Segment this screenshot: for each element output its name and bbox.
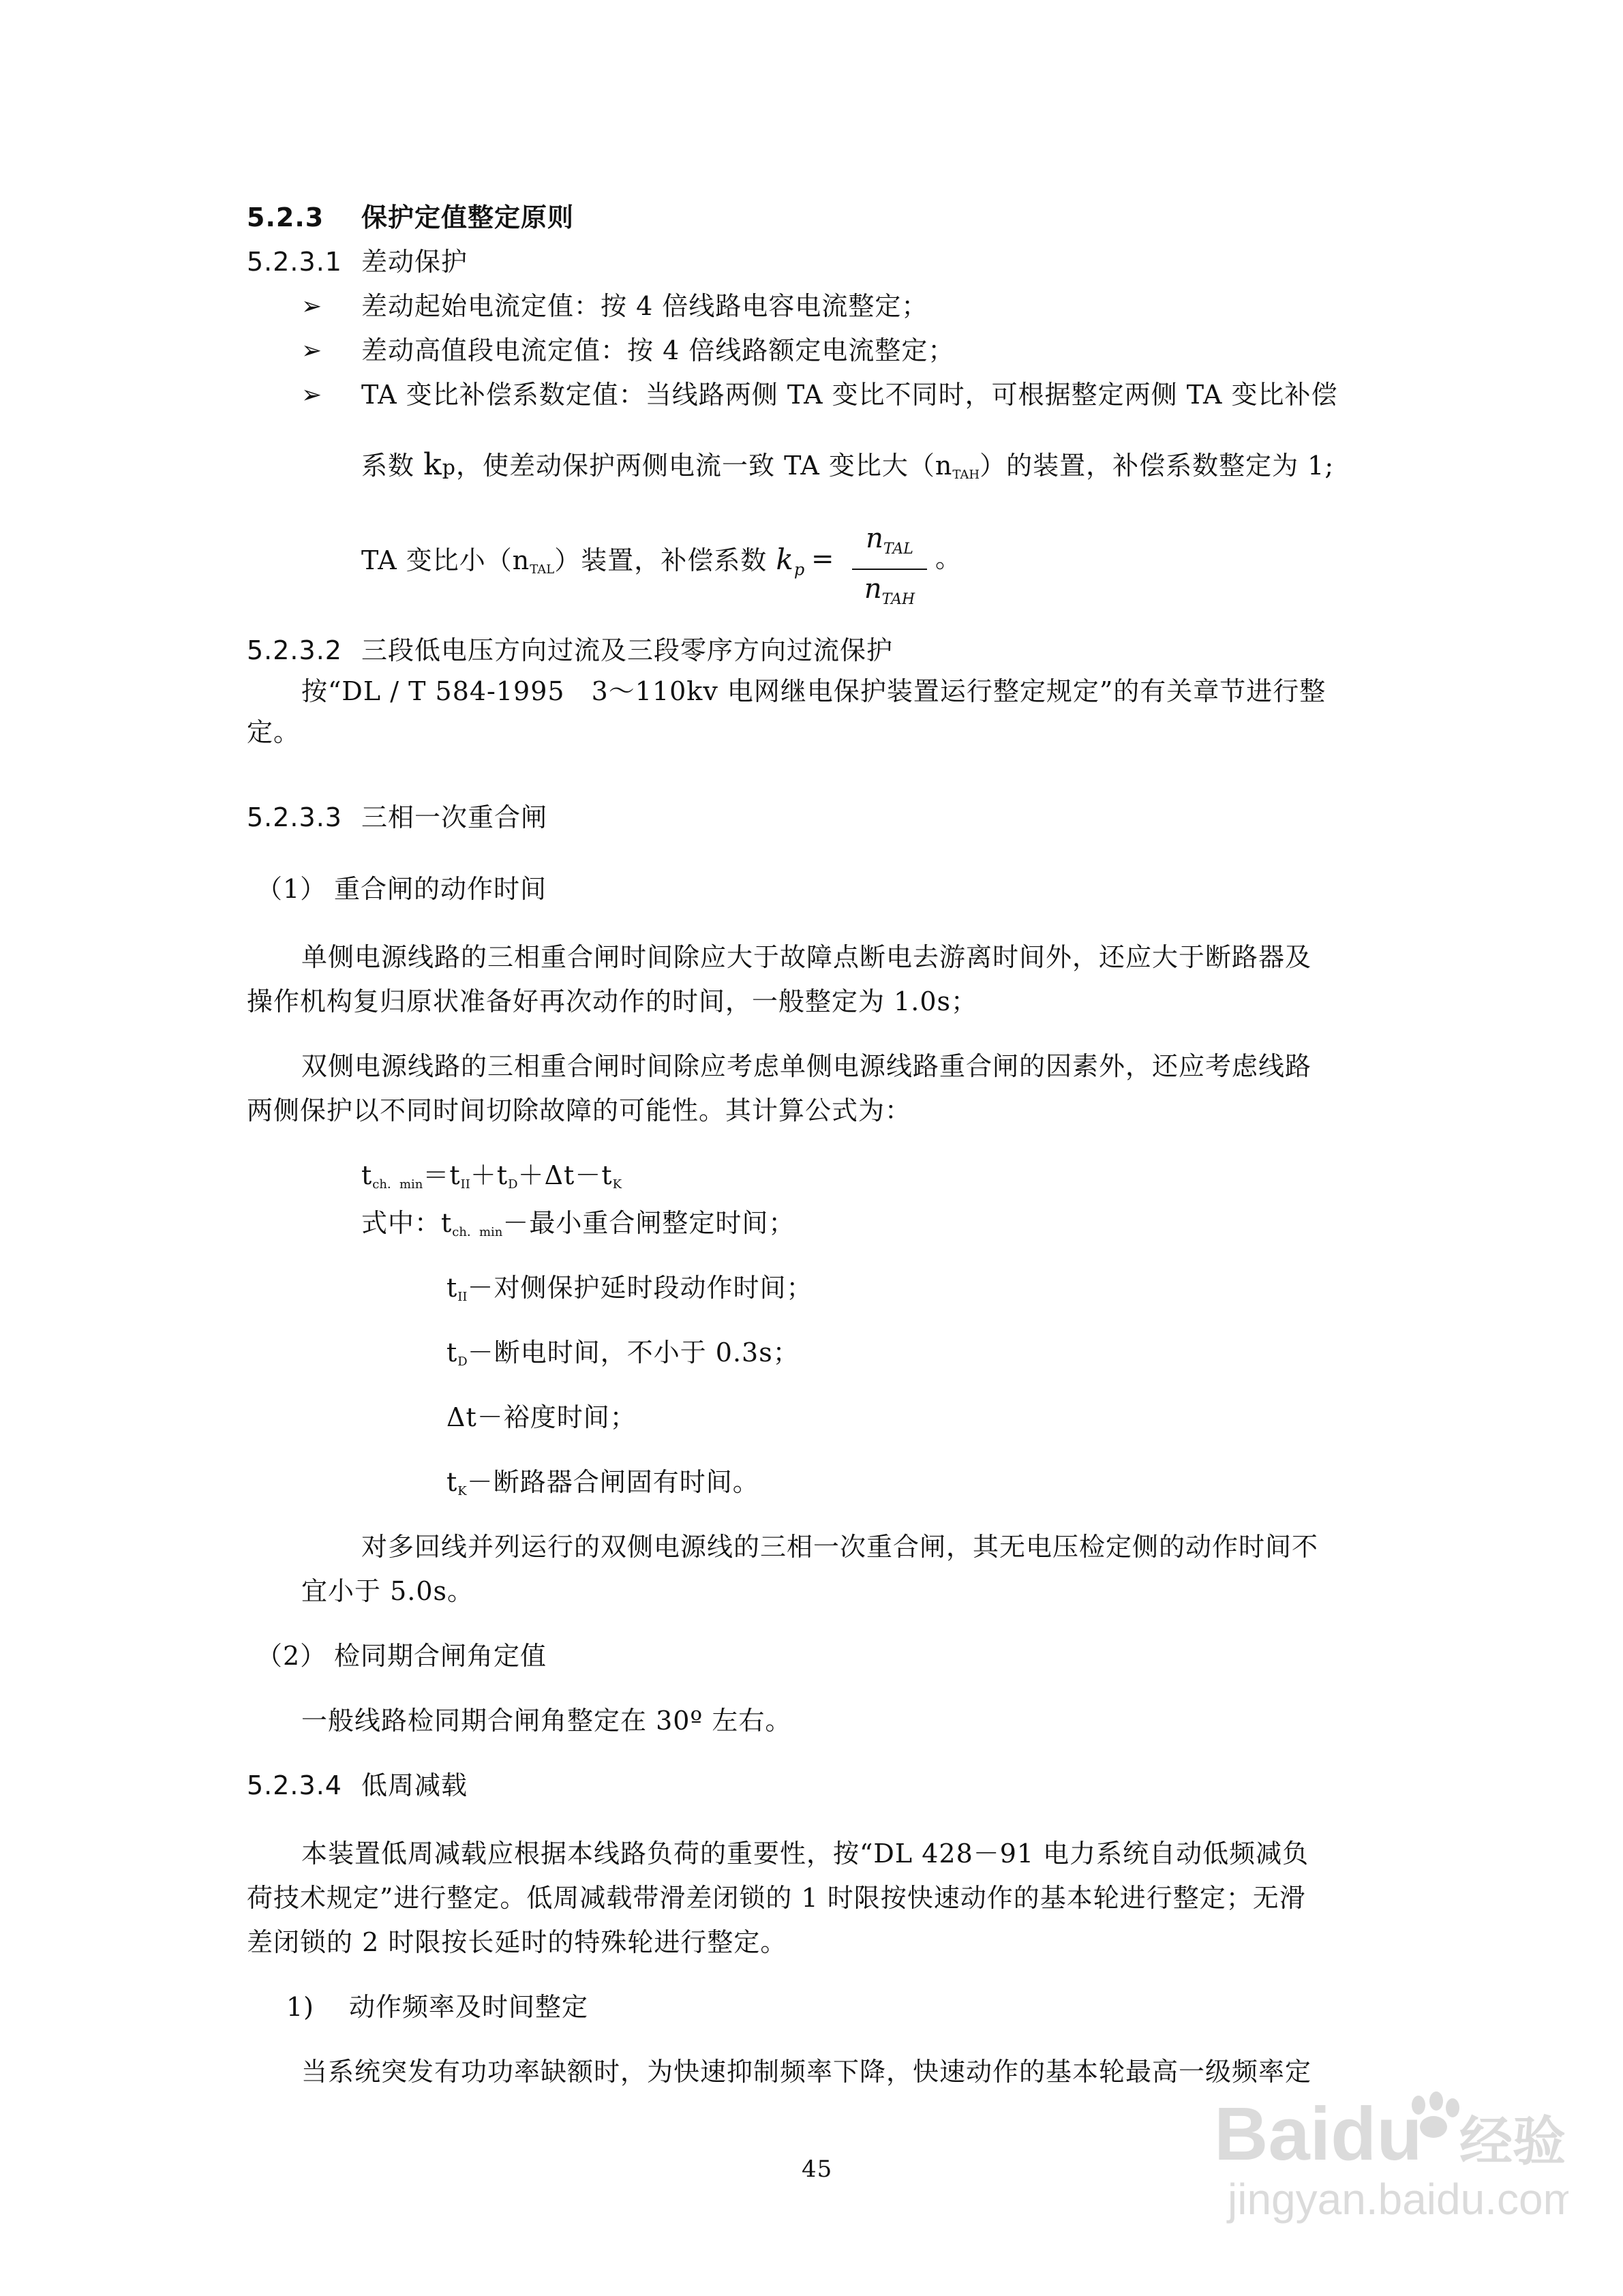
definition-line: $t_D-$断电时间，不小于 0.3s； [446,1338,800,1369]
definition-line: $t_K-$断路器合闸固有时间。 [446,1467,759,1498]
bullet-arrow-icon: ➢ [301,381,322,409]
kp-symbol: kp [423,447,456,482]
bullet-continuation-line: 系数 kp，使差动保护两侧电流一致 TA 变比大$(n_{TAH})$的装置，补偿系数整定为 1; [361,447,1335,482]
bullet-item: 差动高值段电流定值：按 4 倍线路额定电流整定； [361,335,955,365]
watermark-url: jingyan.baidu.com [1228,2175,1568,2224]
fraction-numerator: $n_{TAL}$ [866,523,913,558]
paragraph-line: 按“DL / T 584-1995 3～110kv 电网继电保护装置运行整定规定”的有关章节进行整 [301,676,1326,706]
paragraph-line: 一般线路检同期合闸角整定在 30º 左右。 [301,1706,792,1736]
item-2-number: （2） [256,1641,327,1671]
item-3-number: 1) [286,1992,315,2022]
bullet-item: TA 变比补偿系数定值：当线路两侧 TA 变比不同时，可根据整定两侧 TA 变比补偿 [361,380,1338,410]
paragraph-line: 两侧保护以不同时间切除故障的可能性。其计算公式为： [247,1096,912,1126]
watermark-logo [1214,2078,1568,2235]
section-5-2-3-title: 保护定值整定原则 [361,202,575,232]
paragraph-line: 操作机构复归原状准备好再次动作的时间，一般整定为 1.0s； [247,986,978,1016]
section-5-2-3-3-number: 5.2.3.3 [247,802,342,832]
bullet-item: 差动起始电流定值：按 4 倍线路电容电流整定； [361,291,928,321]
watermark-cn: 经验 [1459,2111,1566,2173]
item-1-title: 重合闸的动作时间 [334,874,547,904]
page-number: 45 [802,2156,833,2183]
paragraph-line: 荷技术规定”进行整定。低周减载带滑差闭锁的 1 时限按快速动作的基本轮进行整定；无滑 [247,1883,1306,1913]
paragraph-line: 宜小于 5.0s。 [301,1576,474,1606]
fraction-denominator: $n_{TAH}$ [864,573,915,608]
definition-line: Δt－裕度时间； [446,1402,637,1432]
section-5-2-3-2-number: 5.2.3.2 [247,635,342,665]
item-3-title: 动作频率及时间整定 [349,1992,589,2022]
definition-line: 式中：$t_{ch.min}-$最小重合闸整定时间； [361,1208,795,1239]
bullet-arrow-icon: ➢ [301,337,322,365]
equals-sign: = [811,543,835,575]
bullet-continuation-line: TA 变比小$(n_{TAL})$装置，补偿系数 $k_p$ [361,543,806,579]
paragraph-line: 本装置低周减载应根据本线路负荷的重要性，按“DL 428－91 电力系统自动低频减负 [301,1839,1309,1869]
kp-fraction [852,522,927,616]
section-5-2-3-2-title: 三段低电压方向过流及三段零序方向过流保护 [361,635,894,665]
section-5-2-3-4-title: 低周减载 [361,1770,468,1800]
paragraph-line: 当系统突发有功功率缺额时，为快速抑制频率下降，快速动作的基本轮最高一级频率定 [301,2057,1312,2087]
baidu-jingyan-watermark [1214,2078,1568,2235]
section-5-2-3-number: 5.2.3 [247,202,324,232]
section-5-2-3-1-title: 差动保护 [361,247,468,277]
bullet-arrow-icon: ➢ [301,292,322,320]
section-5-2-3-3-title: 三相一次重合闸 [361,802,548,832]
fraction-end: 。 [935,543,962,573]
reclose-time-formula: $t_{ch.min}=t_{II}+t_D+\Delta t-t_K$ [361,1160,622,1192]
paragraph-line: 单侧电源线路的三相重合闸时间除应大于故障点断电去游离时间外，还应大于断路器及 [301,942,1312,972]
watermark-brand: Baidu [1214,2092,1423,2176]
item-2-title: 检同期合闸角定值 [334,1641,547,1671]
section-5-2-3-1-number: 5.2.3.1 [247,247,342,277]
section-5-2-3-4-number: 5.2.3.4 [247,1770,342,1800]
paragraph-line: 对多回线并列运行的双侧电源线的三相一次重合闸，其无电压检定侧的动作时间不 [361,1532,1319,1562]
paragraph-line: 双侧电源线路的三相重合闸时间除应考虑单侧电源线路重合闸的因素外，还应考虑线路 [301,1051,1312,1081]
definition-line: $t_{II}-$对侧保护延时段动作时间； [446,1273,813,1304]
paragraph-line: 定。 [247,717,301,747]
paragraph-line: 差闭锁的 2 时限按长延时的特殊轮进行整定。 [247,1927,787,1957]
item-1-number: （1） [256,874,327,904]
